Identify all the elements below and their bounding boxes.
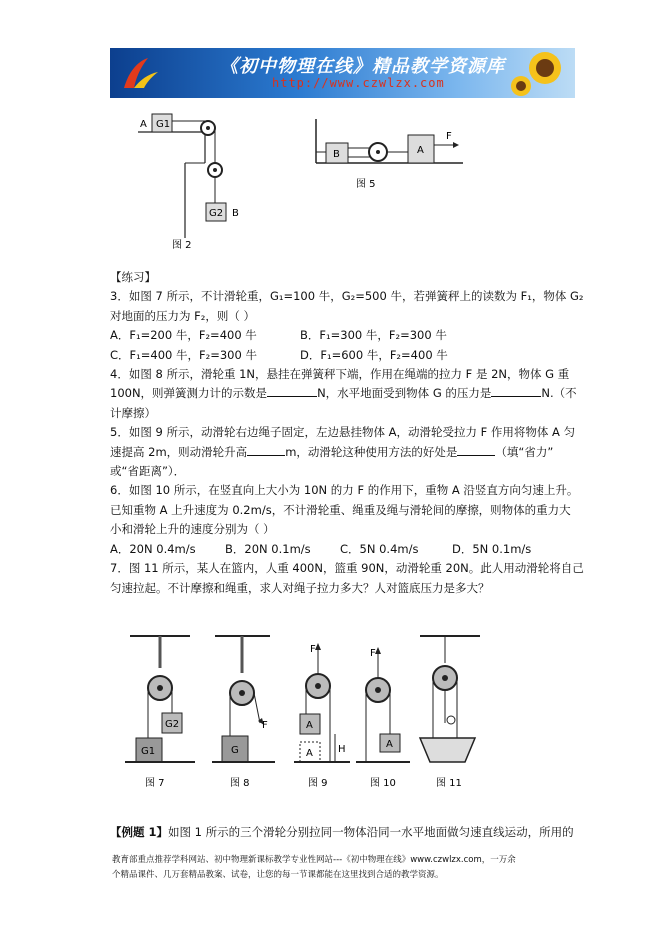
fig10-f: F (370, 648, 376, 659)
fig5-label-f: F (446, 131, 452, 142)
fig9-f: F (310, 644, 316, 655)
q5-line2c: （填“省力” (495, 444, 554, 459)
fig2-g2: G2 (209, 208, 224, 219)
q6-option-a: A．20N 0.4m/s (110, 541, 196, 556)
fig8-g: G (231, 745, 239, 756)
fig11-caption: 图 11 (436, 778, 462, 789)
banner-url[interactable]: http://www.czwlzx.com (272, 76, 445, 90)
q7-line2: 匀速拉起。不计摩擦和绳重，求人对绳子拉力多大？人对篮底压力是多大？ (110, 580, 490, 595)
q4-blank-2[interactable] (491, 384, 541, 397)
example-line1: 如图 1 所示的三个滑轮分别拉同一物体沿同一水平地面做匀速直线运动，所用的 (168, 825, 574, 839)
figure-9 (294, 643, 350, 789)
fig2-label-b: B (232, 208, 239, 219)
fig10-caption: 图 10 (370, 778, 396, 789)
figures-7-to-11 (120, 628, 500, 798)
q4-line3: 计摩擦） (110, 405, 156, 420)
q6-line2: 已知重物 A 上升速度为 0.2m/s，不计滑轮重、绳重及绳与滑轮间的摩擦，则物体的重力大 (110, 502, 571, 517)
exercise-text (110, 268, 584, 598)
fig7-g2: G2 (165, 719, 180, 730)
figure-2 (130, 108, 260, 253)
figure-10 (356, 647, 410, 789)
site-logo (118, 54, 162, 92)
fig9-caption: 图 9 (308, 778, 328, 789)
q6-option-b: B．20N 0.1m/s (225, 541, 311, 556)
example-label: 【例题 1】 (110, 825, 169, 839)
q6-line3: 小和滑轮上升的速度分别为（ ） (110, 522, 275, 537)
q5-blank-1[interactable] (247, 443, 285, 456)
fig8-caption: 图 8 (230, 778, 250, 789)
q4-line2c: N.（不 (541, 386, 577, 401)
figure-11 (420, 636, 480, 789)
fig9-a-top: A (306, 720, 313, 731)
fig5-label-b: B (333, 149, 340, 160)
figure-5 (308, 115, 468, 195)
banner-title: 《初中物理在线》精品教学资源库 (220, 56, 505, 77)
q5-line2a: 速提高 2m，则动滑轮升高 (110, 444, 248, 459)
q6-line1: 6．如图 10 所示，在竖直向上大小为 10N 的力 F 的作用下，重物 A 沿竖直方向匀速上升。 (110, 483, 579, 498)
q4-line1: 4．如图 8 所示，滑轮重 1N，悬挂在弹簧秤下端，作用在绳端的拉力 F 是 2N，物体 G 重 (110, 367, 570, 382)
fig7-g1: G1 (141, 746, 156, 757)
footer-line-1: 教育部重点推荐学科网站、初中物理新课标教学专业性网站---《初中物理在线》www.czwlzx.com，一万余 (112, 855, 516, 865)
q5-line2b: m，动滑轮这种使用方法的好处是 (285, 444, 458, 459)
example-text (110, 823, 580, 842)
fig5-label-a: A (417, 145, 424, 156)
q7-line1: 7．图 11 所示，某人在篮内，人重 400N，篮重 90N，动滑轮重 20N。此人用动滑轮将自己 (110, 561, 584, 576)
figure-7 (125, 636, 195, 789)
figure-8 (212, 636, 275, 789)
q3-option-c: C．F₁=400 牛，F₂=300 牛 (110, 347, 257, 362)
fig9-h: H (338, 744, 346, 755)
q3-line2: 对地面的压力为 F₂，则（ ） (110, 308, 256, 323)
q3-option-a: A．F₁=200 牛，F₂=400 牛 (110, 328, 257, 343)
fig9-a-bottom: A (306, 748, 313, 759)
q4-line2b: N，水平地面受到物体 G 的压力是 (317, 386, 492, 401)
q4-line2a: 100N，则弹簧测力计的示数是 (110, 386, 268, 401)
q5-blank-2[interactable] (457, 443, 495, 456)
q3-option-b: B．F₁=300 牛，F₂=300 牛 (300, 328, 447, 343)
q5-line1: 5．如图 9 所示，动滑轮右边绳子固定，左边悬挂物体 A，动滑轮受拉力 F 作用将物体 A 匀 (110, 425, 576, 440)
page-footer (112, 853, 582, 883)
fig5-caption: 图 5 (356, 179, 376, 190)
fig10-a: A (386, 739, 393, 750)
q6-option-d: D．5N 0.1m/s (452, 541, 532, 556)
fig7-caption: 图 7 (145, 778, 165, 789)
q6-option-c: C．5N 0.4m/s (340, 541, 419, 556)
section-heading: 【练习】 (110, 270, 156, 284)
header-banner (110, 48, 575, 98)
fig2-caption: 图 2 (172, 240, 192, 251)
fig2-g1: G1 (156, 119, 171, 130)
q3-line1: 3．如图 7 所示，不计滑轮重，G₁=100 牛，G₂=500 牛，若弹簧秤上的读数为 F₁，物体 G₂ (110, 289, 584, 304)
fig8-f: F (262, 720, 268, 731)
q4-blank-1[interactable] (267, 384, 317, 397)
sunflower-icon (509, 48, 571, 98)
q3-option-d: D．F₁=600 牛，F₂=400 牛 (300, 347, 448, 362)
fig2-label-a: A (140, 119, 147, 130)
footer-line-2: 个精品课件、几万套精品教案、试卷，让您的每一节课都能在这里找到合适的教学资源。 (112, 870, 444, 880)
q5-line3: 或“省距离”）． (110, 464, 186, 479)
